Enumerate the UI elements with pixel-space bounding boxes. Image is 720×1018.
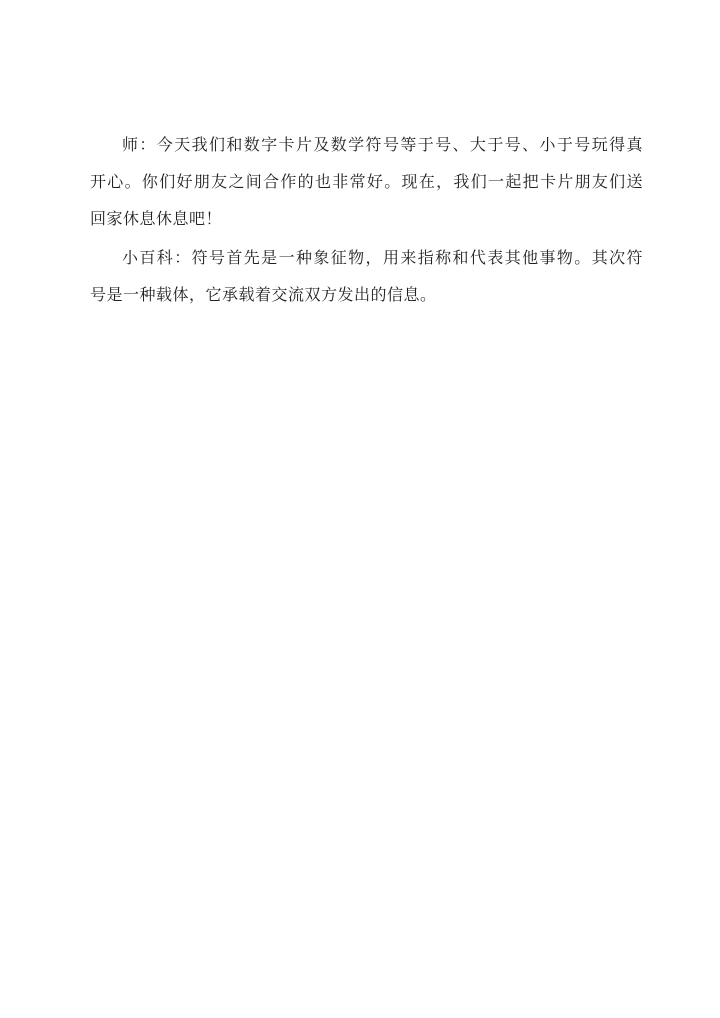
text-line: 开心。你们好朋友之间合作的也非常好。现在，我们一起把卡片朋友们送 xyxy=(90,174,643,191)
text-line: 号是一种载体，它承载着交流双方发出的信息。 xyxy=(90,287,437,304)
text-line: 小百科：符号首先是一种象征物，用来指称和代表其他事物。其次符 xyxy=(122,250,643,267)
paragraph-encyclopedia-note xyxy=(90,240,643,314)
document-text-block xyxy=(90,127,643,314)
text-line: 师：今天我们和数字卡片及数学符号等于号、大于号、小于号玩得真 xyxy=(122,137,643,154)
text-line: 回家休息休息吧！ xyxy=(90,211,223,228)
paragraph-teacher-dialogue xyxy=(90,127,643,238)
